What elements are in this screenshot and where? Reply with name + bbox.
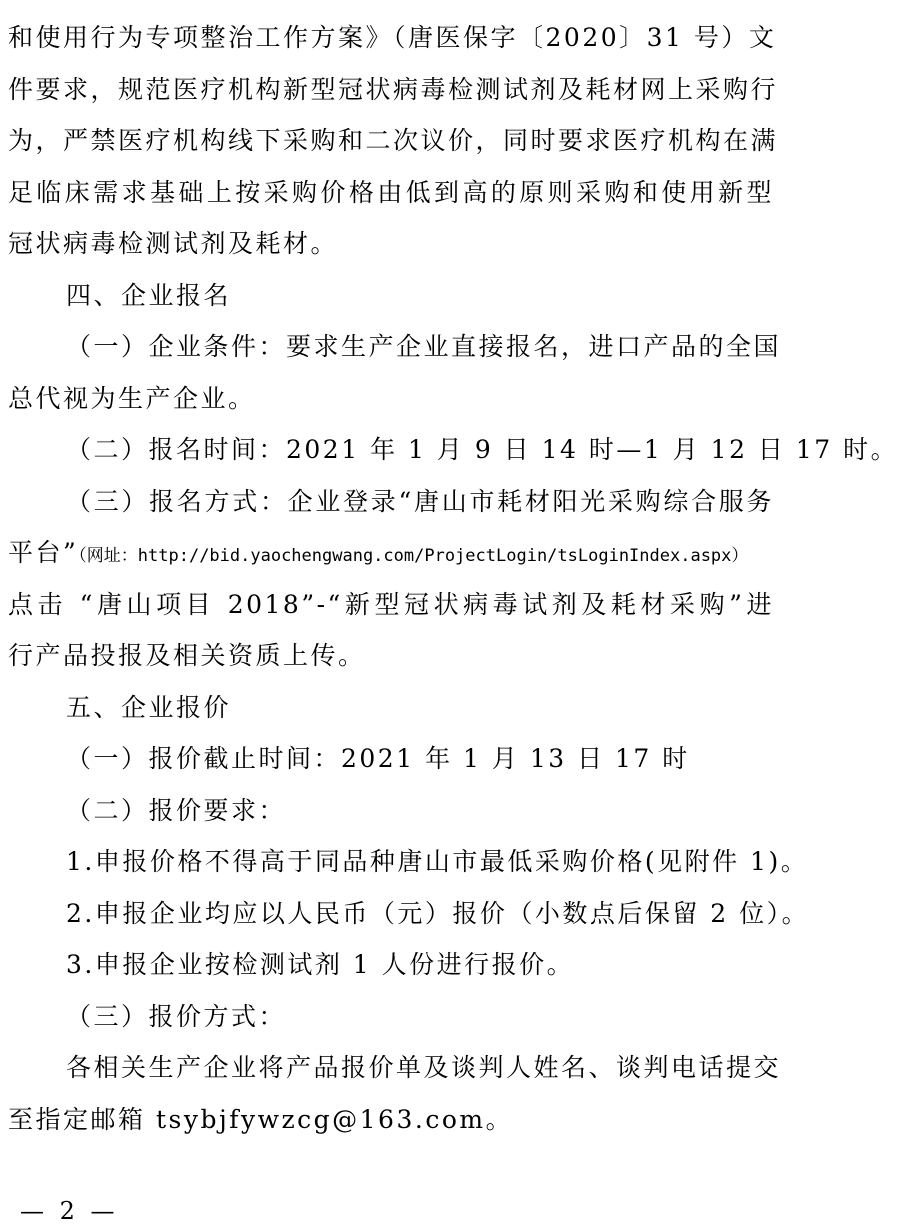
- registration-method-line-4: 行产品投报及相关资质上传。: [8, 641, 366, 670]
- quotation-requirements-heading: （二）报价要求：: [66, 795, 287, 825]
- quotation-method-heading: （三）报价方式：: [66, 1001, 287, 1031]
- quotation-method-line-2: 至指定邮箱 tsybjfywzcg@163.com。: [8, 1104, 514, 1134]
- page-number: — 2 —: [20, 1197, 119, 1225]
- platform-closing-text: 平台”: [8, 538, 79, 567]
- quotation-deadline: （一）报价截止时间：2021 年 1 月 13 日 17 时: [66, 744, 690, 773]
- platform-url-text: （网址：http://bid.yaochengwang.com/ProjectLogin/tsLoginIndex.aspx）: [78, 546, 749, 566]
- paragraph-line-1: 和使用行为专项整治工作方案》（唐医保字〔2020〕31 号）文: [8, 23, 777, 52]
- paragraph-line-5: 冠状病毒检测试剂及耗材。: [8, 229, 339, 258]
- quotation-requirement-3: 3.申报企业按检测试剂 1 人份进行报价。: [66, 950, 575, 979]
- registration-method-line-3: 点击 “唐山项目 2018”-“新型冠状病毒试剂及耗材采购”进: [8, 589, 774, 619]
- paragraph-line-3: 为，严禁医疗机构线下采购和二次议价，同时要求医疗机构在满: [8, 126, 779, 155]
- registration-condition-line-2: 总代视为生产企业。: [8, 383, 256, 413]
- registration-time: （二）报名时间：2021 年 1 月 9 日 14 时—1 月 12 日 17 时。: [66, 435, 898, 464]
- quotation-method-line-1: 各相关生产企业将产品报价单及谈判人姓名、谈判电话提交: [66, 1053, 782, 1082]
- quotation-requirement-2: 2.申报企业均应以人民币（元）报价（小数点后保留 2 位）。: [66, 898, 810, 928]
- paragraph-line-4: 足临床需求基础上按采购价格由低到高的原则采购和使用新型: [8, 177, 774, 207]
- quotation-requirement-1: 1.申报价格不得高于同品种唐山市最低采购价格(见附件 1)。: [66, 847, 809, 876]
- registration-method-line-1: （三）报名方式：企业登录“唐山市耗材阳光采购综合服务: [66, 486, 774, 516]
- paragraph-line-2: 件要求，规范医疗机构新型冠状病毒检测试剂及耗材网上采购行: [8, 74, 779, 104]
- registration-method-line-2: [8, 527, 774, 579]
- registration-condition-line-1: （一）企业条件：要求生产企业直接报名，进口产品的全国: [66, 332, 782, 361]
- section-heading-enterprise-quotation: 五、企业报价: [66, 692, 232, 722]
- section-heading-enterprise-registration: 四、企业报名: [66, 280, 232, 310]
